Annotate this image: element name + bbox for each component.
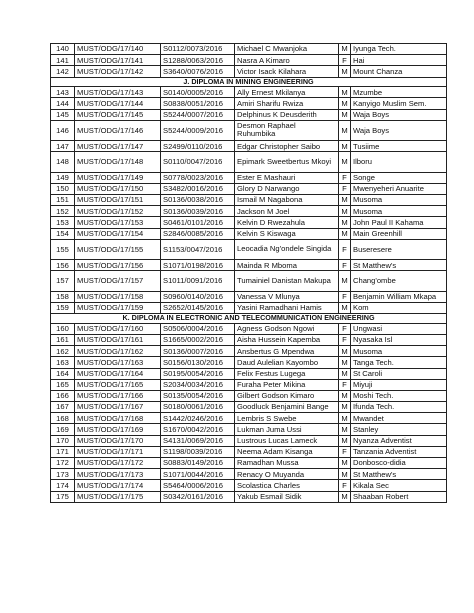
student-name-cell: Scolastica Charles <box>235 480 339 491</box>
sex-cell: M <box>339 141 351 152</box>
index-number-cell: S0960/0140/2016 <box>161 291 235 302</box>
row-number-cell: 147 <box>51 141 75 152</box>
school-cell: Kikala Sec <box>351 480 447 491</box>
index-number-cell: S0135/0054/2016 <box>161 390 235 401</box>
row-number-cell: 167 <box>51 402 75 413</box>
row-number-cell: 163 <box>51 357 75 368</box>
table-row <box>51 446 447 457</box>
school-cell: Main Greenhill <box>351 228 447 239</box>
student-name-cell: Edgar Christopher Saibo <box>235 141 339 152</box>
student-name-cell: Glory D Narwango <box>235 183 339 194</box>
index-number-cell: S2846/0085/2016 <box>161 228 235 239</box>
school-cell: Nyanza Adventist <box>351 435 447 446</box>
sex-cell: M <box>339 469 351 480</box>
sex-cell: F <box>339 260 351 271</box>
row-number-cell: 162 <box>51 346 75 357</box>
table-row <box>51 458 447 469</box>
school-cell: Ifunda Tech. <box>351 402 447 413</box>
school-cell: Stanley <box>351 424 447 435</box>
index-number-cell: S0110/0047/2016 <box>161 152 235 172</box>
sex-cell: M <box>339 206 351 217</box>
registration-number-cell: MUST/ODG/17/161 <box>75 334 161 345</box>
index-number-cell: S1153/0047/2016 <box>161 239 235 259</box>
table-row <box>51 183 447 194</box>
row-number-cell: 154 <box>51 228 75 239</box>
school-cell: Ilboru <box>351 152 447 172</box>
school-cell: St Matthew's <box>351 260 447 271</box>
index-number-cell: S5464/0006/2016 <box>161 480 235 491</box>
table-row <box>51 334 447 345</box>
student-name-cell: Delphinus K Deusderith <box>235 109 339 120</box>
registration-number-cell: MUST/ODG/17/157 <box>75 271 161 291</box>
registration-number-cell: MUST/ODG/17/159 <box>75 302 161 313</box>
school-cell: Tanzania Adventist <box>351 446 447 457</box>
index-number-cell: S0883/0149/2016 <box>161 458 235 469</box>
row-number-cell: 159 <box>51 302 75 313</box>
table-row <box>51 44 447 55</box>
school-cell: Nyasaka Isl <box>351 334 447 345</box>
row-number-cell: 173 <box>51 469 75 480</box>
index-number-cell: S0136/0039/2016 <box>161 206 235 217</box>
row-number-cell: 151 <box>51 195 75 206</box>
sex-cell: F <box>339 291 351 302</box>
registration-number-cell: MUST/ODG/17/141 <box>75 55 161 66</box>
student-name-cell: Desmon Raphael Ruhumbika <box>235 120 339 140</box>
student-name-cell: Ramadhan Mussa <box>235 458 339 469</box>
table-row <box>51 480 447 491</box>
school-cell: Miyuji <box>351 379 447 390</box>
registration-number-cell: MUST/ODG/17/152 <box>75 206 161 217</box>
index-number-cell: S1071/0198/2016 <box>161 260 235 271</box>
row-number-cell: 145 <box>51 109 75 120</box>
table-row <box>51 413 447 424</box>
section-heading-row <box>51 77 447 87</box>
index-number-cell: S1198/0039/2016 <box>161 446 235 457</box>
registration-number-cell: MUST/ODG/17/144 <box>75 98 161 109</box>
registration-number-cell: MUST/ODG/17/169 <box>75 424 161 435</box>
section-heading: K. DIPLOMA IN ELECTRONIC AND TELECOMMUNICATION ENGINEERING <box>51 314 447 324</box>
index-number-cell: S0136/0038/2016 <box>161 195 235 206</box>
row-number-cell: 142 <box>51 66 75 77</box>
row-number-cell: 161 <box>51 334 75 345</box>
student-name-cell: Mainda R Mboma <box>235 260 339 271</box>
registration-number-cell: MUST/ODG/17/172 <box>75 458 161 469</box>
registration-number-cell: MUST/ODG/17/150 <box>75 183 161 194</box>
sex-cell: M <box>339 44 351 55</box>
school-cell: Moshi Tech. <box>351 390 447 401</box>
table-row <box>51 87 447 98</box>
school-cell: Musoma <box>351 206 447 217</box>
sex-cell: M <box>339 402 351 413</box>
student-name-cell: Ally Ernest Mkilanya <box>235 87 339 98</box>
school-cell: Iyunga Tech. <box>351 44 447 55</box>
sex-cell: M <box>339 346 351 357</box>
index-number-cell: S4131/0069/2016 <box>161 435 235 446</box>
registration-number-cell: MUST/ODG/17/148 <box>75 152 161 172</box>
sex-cell: M <box>339 217 351 228</box>
school-cell: Waja Boys <box>351 109 447 120</box>
registration-number-cell: MUST/ODG/17/160 <box>75 323 161 334</box>
index-number-cell: S5244/0007/2016 <box>161 109 235 120</box>
student-name-cell: Yakub Esmail Sidik <box>235 491 339 502</box>
index-number-cell: S0461/0101/2016 <box>161 217 235 228</box>
school-cell: Ungwasi <box>351 323 447 334</box>
school-cell: Tanga Tech. <box>351 357 447 368</box>
table-row <box>51 271 447 291</box>
school-cell: St Matthew's <box>351 469 447 480</box>
student-name-cell: Gilbert Godson Kimaro <box>235 390 339 401</box>
school-cell: Musoma <box>351 346 447 357</box>
student-name-cell: Yasini Ramadhani Hamis <box>235 302 339 313</box>
student-name-cell: Nasra A Kimaro <box>235 55 339 66</box>
sex-cell: M <box>339 228 351 239</box>
table-row <box>51 98 447 109</box>
sex-cell: M <box>339 424 351 435</box>
row-number-cell: 164 <box>51 368 75 379</box>
school-cell: Mwandet <box>351 413 447 424</box>
student-name-cell: Leocadia Ng'ondele Singida <box>235 239 339 259</box>
school-cell: Waja Boys <box>351 120 447 140</box>
sex-cell: M <box>339 195 351 206</box>
row-number-cell: 141 <box>51 55 75 66</box>
table-row <box>51 390 447 401</box>
table-row <box>51 379 447 390</box>
row-number-cell: 150 <box>51 183 75 194</box>
row-number-cell: 174 <box>51 480 75 491</box>
row-number-cell: 155 <box>51 239 75 259</box>
school-cell: Musoma <box>351 195 447 206</box>
school-cell: Mount Chanza <box>351 66 447 77</box>
index-number-cell: S3482/0016/2016 <box>161 183 235 194</box>
row-number-cell: 140 <box>51 44 75 55</box>
table-row <box>51 291 447 302</box>
student-name-cell: Aisha Hussein Kapemba <box>235 334 339 345</box>
school-cell: Mwenyeheri Anuarite <box>351 183 447 194</box>
registration-number-cell: MUST/ODG/17/167 <box>75 402 161 413</box>
sex-cell: F <box>339 55 351 66</box>
row-number-cell: 171 <box>51 446 75 457</box>
registration-number-cell: MUST/ODG/17/171 <box>75 446 161 457</box>
registration-number-cell: MUST/ODG/17/166 <box>75 390 161 401</box>
sex-cell: F <box>339 183 351 194</box>
sex-cell: M <box>339 390 351 401</box>
index-number-cell: S2034/0034/2016 <box>161 379 235 390</box>
school-cell: Kom <box>351 302 447 313</box>
student-name-cell: Lustrous Lucas Lameck <box>235 435 339 446</box>
row-number-cell: 157 <box>51 271 75 291</box>
sex-cell: F <box>339 172 351 183</box>
student-list-table <box>50 43 447 503</box>
student-name-cell: Epimark Sweetbertus Mkoyi <box>235 152 339 172</box>
table-row <box>51 206 447 217</box>
registration-number-cell: MUST/ODG/17/168 <box>75 413 161 424</box>
sex-cell: F <box>339 334 351 345</box>
row-number-cell: 148 <box>51 152 75 172</box>
registration-number-cell: MUST/ODG/17/142 <box>75 66 161 77</box>
sex-cell: M <box>339 357 351 368</box>
index-number-cell: S1071/0044/2016 <box>161 469 235 480</box>
sex-cell: M <box>339 66 351 77</box>
sex-cell: F <box>339 446 351 457</box>
table-row <box>51 357 447 368</box>
section-heading: J. DIPLOMA IN MINING ENGINEERING <box>51 77 447 87</box>
table-row <box>51 368 447 379</box>
section-heading-row <box>51 314 447 324</box>
student-name-cell: Michael C Mwanjoka <box>235 44 339 55</box>
sex-cell: F <box>339 379 351 390</box>
sex-cell: M <box>339 302 351 313</box>
table-row <box>51 260 447 271</box>
student-name-cell: Kelvin S Kiswaga <box>235 228 339 239</box>
registration-number-cell: MUST/ODG/17/149 <box>75 172 161 183</box>
index-number-cell: S2652/0145/2016 <box>161 302 235 313</box>
registration-number-cell: MUST/ODG/17/153 <box>75 217 161 228</box>
student-name-cell: Tumainiel Danistan Makupa <box>235 271 339 291</box>
student-name-cell: Ismail M Nagabona <box>235 195 339 206</box>
index-number-cell: S1670/0042/2016 <box>161 424 235 435</box>
sex-cell: F <box>339 239 351 259</box>
registration-number-cell: MUST/ODG/17/173 <box>75 469 161 480</box>
school-cell: St Caroli <box>351 368 447 379</box>
row-number-cell: 143 <box>51 87 75 98</box>
table-row <box>51 239 447 259</box>
school-cell: Tusiime <box>351 141 447 152</box>
student-name-cell: Agness Godson Ngowi <box>235 323 339 334</box>
school-cell: Shaaban Robert <box>351 491 447 502</box>
registration-number-cell: MUST/ODG/17/175 <box>75 491 161 502</box>
index-number-cell: S3640/0076/2016 <box>161 66 235 77</box>
index-number-cell: S0156/0130/2016 <box>161 357 235 368</box>
student-name-cell: Neema Adam Kisanga <box>235 446 339 457</box>
registration-number-cell: MUST/ODG/17/156 <box>75 260 161 271</box>
school-cell: Donbosco-didia <box>351 458 447 469</box>
table-row <box>51 302 447 313</box>
sex-cell: M <box>339 109 351 120</box>
row-number-cell: 166 <box>51 390 75 401</box>
table-row <box>51 152 447 172</box>
row-number-cell: 165 <box>51 379 75 390</box>
student-name-cell: Felix Festus Lugega <box>235 368 339 379</box>
sex-cell: F <box>339 323 351 334</box>
registration-number-cell: MUST/ODG/17/174 <box>75 480 161 491</box>
student-name-cell: Furaha Peter Mikina <box>235 379 339 390</box>
school-cell: Kanyigo Muslim Sem. <box>351 98 447 109</box>
table-row <box>51 120 447 140</box>
row-number-cell: 153 <box>51 217 75 228</box>
index-number-cell: S1288/0063/2016 <box>161 55 235 66</box>
registration-number-cell: MUST/ODG/17/151 <box>75 195 161 206</box>
school-cell: John Paul II Kahama <box>351 217 447 228</box>
school-cell: Chang'ombe <box>351 271 447 291</box>
row-number-cell: 144 <box>51 98 75 109</box>
registration-number-cell: MUST/ODG/17/158 <box>75 291 161 302</box>
sex-cell: M <box>339 120 351 140</box>
table-row <box>51 323 447 334</box>
registration-number-cell: MUST/ODG/17/154 <box>75 228 161 239</box>
table-body <box>51 44 447 503</box>
index-number-cell: S0838/0051/2016 <box>161 98 235 109</box>
index-number-cell: S1665/0002/2016 <box>161 334 235 345</box>
index-number-cell: S1011/0091/2016 <box>161 271 235 291</box>
school-cell: Mzumbe <box>351 87 447 98</box>
row-number-cell: 158 <box>51 291 75 302</box>
row-number-cell: 170 <box>51 435 75 446</box>
student-name-cell: Victor Isack Kilahara <box>235 66 339 77</box>
sex-cell: M <box>339 87 351 98</box>
row-number-cell: 169 <box>51 424 75 435</box>
index-number-cell: S0195/0054/2016 <box>161 368 235 379</box>
student-name-cell: Renacy O Muyanda <box>235 469 339 480</box>
table-row <box>51 109 447 120</box>
table-row <box>51 55 447 66</box>
index-number-cell: S2499/0110/2016 <box>161 141 235 152</box>
registration-number-cell: MUST/ODG/17/165 <box>75 379 161 390</box>
sex-cell: M <box>339 413 351 424</box>
table-row <box>51 346 447 357</box>
sex-cell: M <box>339 98 351 109</box>
sex-cell: M <box>339 491 351 502</box>
student-name-cell: Lukman Juma Ussi <box>235 424 339 435</box>
school-cell: Buseresere <box>351 239 447 259</box>
student-name-cell: Ester E Mashauri <box>235 172 339 183</box>
index-number-cell: S0180/0061/2016 <box>161 402 235 413</box>
student-name-cell: Vanessa V Mlunya <box>235 291 339 302</box>
index-number-cell: S0136/0007/2016 <box>161 346 235 357</box>
student-name-cell: Kelvin D Rwezahula <box>235 217 339 228</box>
school-cell: Benjamin William Mkapa <box>351 291 447 302</box>
student-name-cell: Goodluck Benjamini Bange <box>235 402 339 413</box>
table-row <box>51 491 447 502</box>
index-number-cell: S0342/0161/2016 <box>161 491 235 502</box>
row-number-cell: 172 <box>51 458 75 469</box>
index-number-cell: S0506/0004/2016 <box>161 323 235 334</box>
row-number-cell: 168 <box>51 413 75 424</box>
index-number-cell: S1442/0246/2016 <box>161 413 235 424</box>
school-cell: Hai <box>351 55 447 66</box>
registration-number-cell: MUST/ODG/17/162 <box>75 346 161 357</box>
student-name-cell: Lembris S Swebe <box>235 413 339 424</box>
table-row <box>51 469 447 480</box>
registration-number-cell: MUST/ODG/17/164 <box>75 368 161 379</box>
table-row <box>51 228 447 239</box>
registration-number-cell: MUST/ODG/17/140 <box>75 44 161 55</box>
student-name-cell: Daud Aulelian Kayombo <box>235 357 339 368</box>
registration-number-cell: MUST/ODG/17/145 <box>75 109 161 120</box>
table-row <box>51 217 447 228</box>
row-number-cell: 146 <box>51 120 75 140</box>
sex-cell: F <box>339 480 351 491</box>
sex-cell: M <box>339 368 351 379</box>
sex-cell: M <box>339 458 351 469</box>
index-number-cell: S0778/0023/2016 <box>161 172 235 183</box>
registration-number-cell: MUST/ODG/17/163 <box>75 357 161 368</box>
row-number-cell: 160 <box>51 323 75 334</box>
row-number-cell: 156 <box>51 260 75 271</box>
index-number-cell: S0112/0073/2016 <box>161 44 235 55</box>
row-number-cell: 152 <box>51 206 75 217</box>
table-row <box>51 435 447 446</box>
index-number-cell: S5244/0009/2016 <box>161 120 235 140</box>
table-row <box>51 141 447 152</box>
table-row <box>51 424 447 435</box>
sex-cell: M <box>339 152 351 172</box>
index-number-cell: S0140/0005/2016 <box>161 87 235 98</box>
registration-number-cell: MUST/ODG/17/155 <box>75 239 161 259</box>
table-row <box>51 402 447 413</box>
registration-number-cell: MUST/ODG/17/143 <box>75 87 161 98</box>
table-row <box>51 172 447 183</box>
registration-number-cell: MUST/ODG/17/170 <box>75 435 161 446</box>
table-row <box>51 66 447 77</box>
student-name-cell: Ansbertus G Mpendwa <box>235 346 339 357</box>
student-name-cell: Jackson M Joel <box>235 206 339 217</box>
row-number-cell: 175 <box>51 491 75 502</box>
table-row <box>51 195 447 206</box>
sex-cell: M <box>339 271 351 291</box>
registration-number-cell: MUST/ODG/17/147 <box>75 141 161 152</box>
registration-number-cell: MUST/ODG/17/146 <box>75 120 161 140</box>
school-cell: Songe <box>351 172 447 183</box>
row-number-cell: 149 <box>51 172 75 183</box>
student-name-cell: Amiri Sharifu Rwiza <box>235 98 339 109</box>
sex-cell: M <box>339 435 351 446</box>
